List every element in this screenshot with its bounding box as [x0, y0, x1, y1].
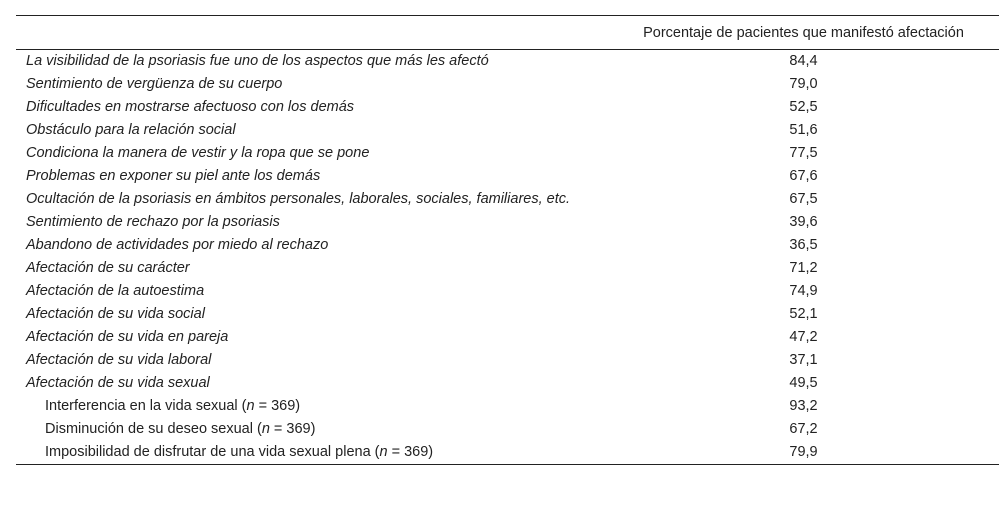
row-label: Afectación de la autoestima — [26, 283, 205, 299]
row-value: 47,2 — [789, 329, 818, 345]
table-row — [16, 142, 999, 165]
subrow-value: 79,9 — [789, 444, 818, 460]
row-label: La visibilidad de la psoriasis fue uno de los aspectos que más les afectó — [26, 53, 489, 69]
row-label: Afectación de su vida en pareja — [26, 329, 229, 345]
header-value-column: Porcentaje de pacientes que manifestó afectación — [643, 25, 964, 41]
row-label: Afectación de su carácter — [26, 260, 190, 276]
subrow-label-text: Imposibilidad de disfrutar de una vida sexual plena ( — [45, 444, 380, 460]
table-body — [16, 50, 999, 465]
sample-size-text: = 369) — [254, 398, 301, 414]
row-value: 36,5 — [789, 237, 818, 253]
sample-size-text: = 369) — [387, 444, 434, 460]
row-value: 84,4 — [789, 53, 818, 69]
row-label: Abandono de actividades por miedo al rechazo — [26, 237, 329, 253]
results-table — [16, 15, 999, 465]
row-value: 67,5 — [789, 191, 818, 207]
header-label-column — [16, 16, 608, 50]
row-value: 74,9 — [789, 283, 818, 299]
row-label: Dificultades en mostrarse afectuoso con los demás — [26, 99, 355, 115]
row-label: Condiciona la manera de vestir y la ropa que se pone — [26, 145, 370, 161]
sample-size-variable: n — [261, 421, 270, 437]
row-label: Ocultación de la psoriasis en ámbitos personales, laborales, sociales, familiares, etc. — [26, 191, 571, 207]
subrow-label-text: Disminución de su deseo sexual ( — [45, 421, 262, 437]
row-value: 39,6 — [789, 214, 818, 230]
row-label: Obstáculo para la relación social — [26, 122, 236, 138]
table-row — [16, 73, 999, 96]
subrow-label — [16, 441, 608, 465]
table-subrow — [16, 418, 999, 441]
sample-size-variable: n — [246, 398, 255, 414]
table-row — [16, 326, 999, 349]
table-row — [16, 165, 999, 188]
row-value: 52,1 — [789, 306, 818, 322]
row-label: Afectación de su vida social — [26, 306, 205, 322]
row-value: 37,1 — [789, 352, 818, 368]
subrow-label — [16, 395, 608, 418]
row-value: 79,0 — [789, 76, 818, 92]
table-subrow — [16, 395, 999, 418]
header-row — [16, 16, 999, 50]
table-row — [16, 96, 999, 119]
row-value: 71,2 — [789, 260, 818, 276]
table-row — [16, 211, 999, 234]
row-label: Sentimiento de rechazo por la psoriasis — [26, 214, 280, 230]
table-row — [16, 50, 999, 74]
table-row — [16, 372, 999, 395]
table-row — [16, 234, 999, 257]
subrow-label-text: Interferencia en la vida sexual ( — [45, 398, 247, 414]
table-subrow — [16, 441, 999, 465]
row-value: 51,6 — [789, 122, 818, 138]
table-header — [16, 16, 999, 50]
sample-size-text: = 369) — [269, 421, 316, 437]
sample-size-variable: n — [379, 444, 388, 460]
table-row — [16, 119, 999, 142]
row-label: Afectación de su vida laboral — [26, 352, 212, 368]
row-label: Sentimiento de vergüenza de su cuerpo — [26, 76, 283, 92]
subrow-label — [16, 418, 608, 441]
table-row — [16, 280, 999, 303]
row-value: 49,5 — [789, 375, 818, 391]
table-row — [16, 303, 999, 326]
subrow-value: 67,2 — [789, 421, 818, 437]
subrow-value: 93,2 — [789, 398, 818, 414]
table-row — [16, 188, 999, 211]
table-row — [16, 349, 999, 372]
row-value: 67,6 — [789, 168, 818, 184]
row-value: 77,5 — [789, 145, 818, 161]
row-label: Afectación de su vida sexual — [26, 375, 210, 391]
row-label: Problemas en exponer su piel ante los demás — [26, 168, 321, 184]
row-value: 52,5 — [789, 99, 818, 115]
results-table-container — [16, 15, 999, 465]
table-row — [16, 257, 999, 280]
